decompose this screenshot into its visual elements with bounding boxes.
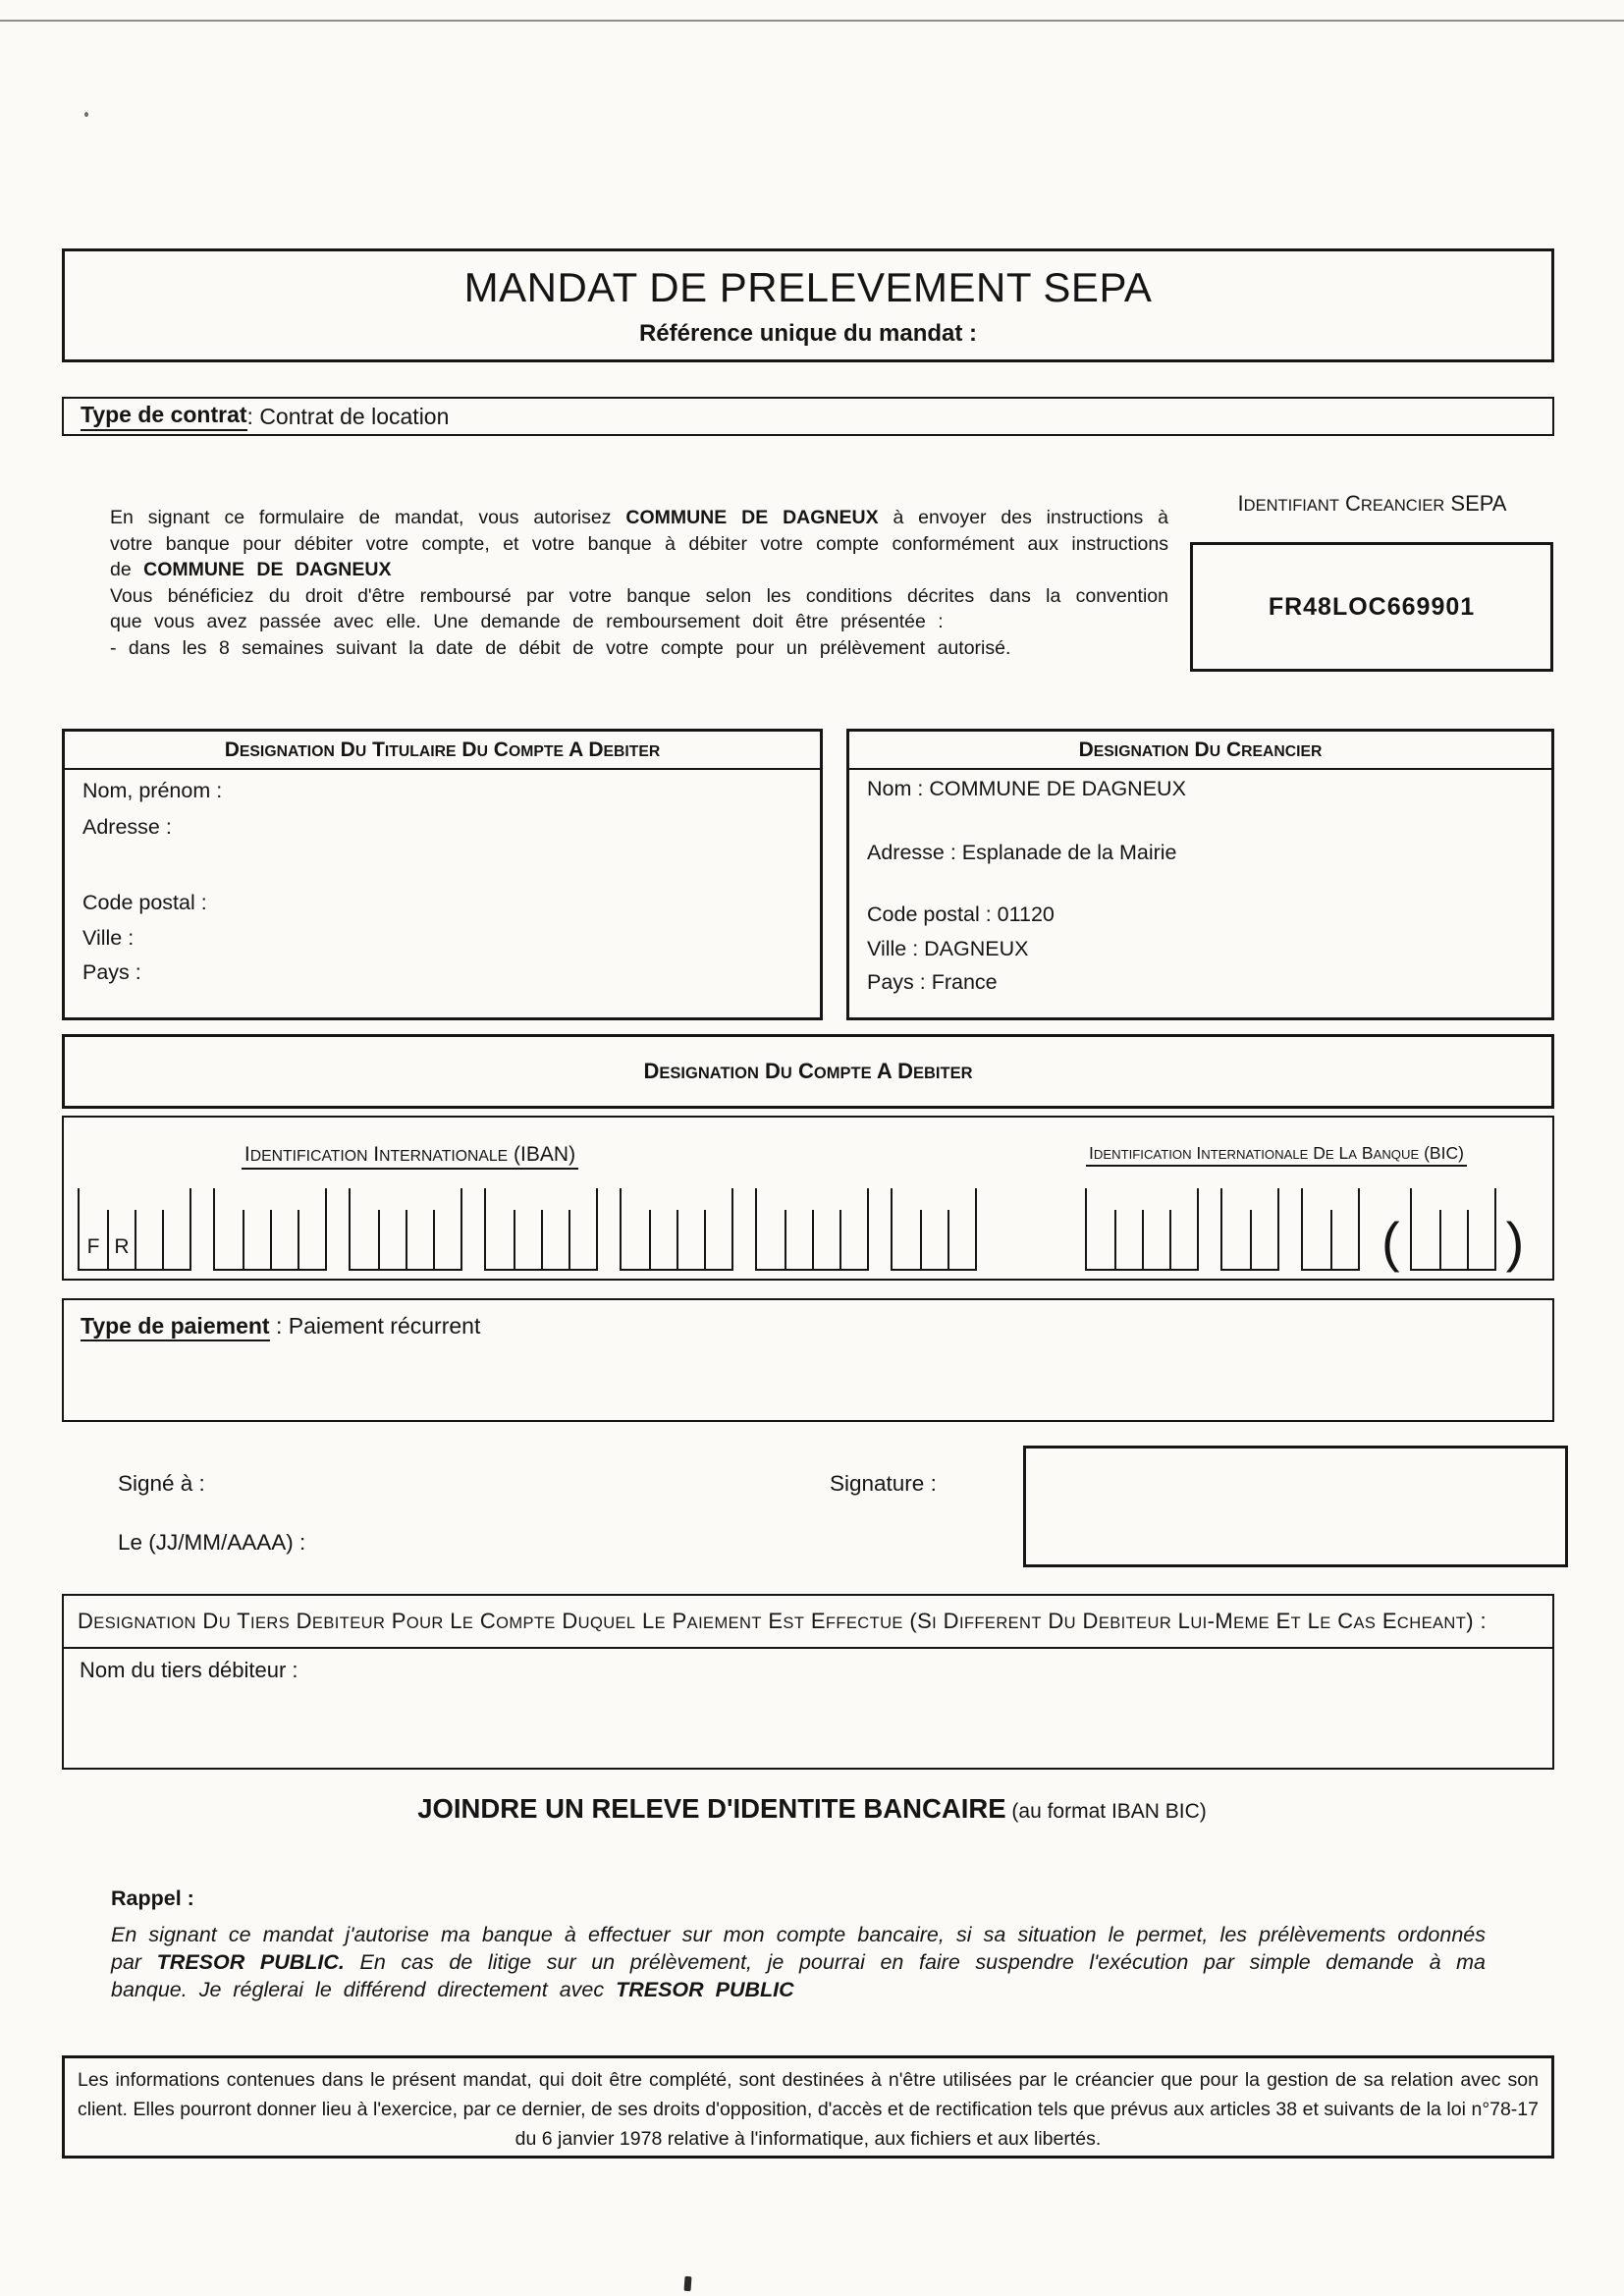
comb-group (349, 1188, 462, 1271)
comb-cell (1412, 1210, 1439, 1269)
comb-cell (215, 1210, 243, 1269)
attach-rib-format-text: (au format IBAN BIC) (1005, 1800, 1207, 1823)
scan-edge-line (0, 20, 1624, 22)
creditor-postal-code: Code postal : 01120 (867, 902, 1055, 926)
date-label: Le (JJ/MM/AAAA) : (118, 1530, 306, 1555)
comb-group (620, 1188, 733, 1271)
bic-branch-group (1381, 1188, 1524, 1271)
comb-cell (893, 1210, 920, 1269)
comb-cell (1222, 1210, 1250, 1269)
comb-cell (757, 1210, 785, 1269)
payment-type-value: : Paiement récurrent (269, 1313, 481, 1339)
iban-country-letter: R (114, 1235, 130, 1258)
comb-cell (378, 1210, 406, 1269)
comb-cell (351, 1210, 378, 1269)
third-party-debtor-box (62, 1594, 1554, 1770)
third-party-title: DESIGNATION DU TIERS DEBITEUR POUR LE COMPTE DUQUEL LE PAIEMENT EST EFFECTUE (SI DIFFERENT DU DEBITEUR LUI-MEME ET LE CAS ECHEANT) : (64, 1596, 1552, 1649)
comb-cell (1087, 1210, 1114, 1269)
creditor-box-title: DESIGNATION DU CREANCIER (849, 732, 1551, 770)
comb-cell (1439, 1210, 1467, 1269)
iban-country-letter: F (86, 1235, 100, 1258)
title-box (62, 248, 1554, 362)
comb-cell (433, 1210, 460, 1269)
creditor-identifier-label: IDENTIFIANT CREANCIER SEPA (1237, 491, 1507, 516)
authorization-paragraph-2: Vous bénéficiez du droit d'être remboursé par votre banque selon les conditions décrites dans la convention que vous avez passée avec elle. Une demande de remboursement doit être présentée : (110, 584, 1168, 632)
close-paren: ) (1505, 1210, 1525, 1273)
authorization-paragraph-3: - dans les 8 semaines suivant la date de débit de votre compte pour un prélèvement autorisé. (110, 636, 1011, 659)
comb-cell (649, 1210, 677, 1269)
signature-label: Signature : (830, 1471, 937, 1496)
creditor-name: Nom : COMMUNE DE DAGNEUX (867, 777, 1186, 800)
contract-type-box (62, 397, 1554, 436)
comb-cell (162, 1210, 189, 1269)
third-party-name-label: Nom du tiers débiteur : (80, 1658, 298, 1682)
comb-cell (704, 1210, 731, 1269)
signed-at-label: Signé à : (118, 1471, 205, 1496)
comb-cell (298, 1210, 325, 1269)
bic-comb (1085, 1188, 1524, 1271)
comb-cell (1114, 1210, 1142, 1269)
comb-group (755, 1188, 869, 1271)
comb-cell (568, 1210, 596, 1269)
comb-cell (812, 1210, 839, 1269)
page-title: MANDAT DE PRELEVEMENT SEPA (463, 263, 1153, 310)
contract-type-value: : Contrat de location (246, 403, 450, 429)
open-paren: ( (1381, 1210, 1400, 1273)
comb-cell (920, 1210, 947, 1269)
comb-cell (1142, 1210, 1169, 1269)
bic-label: IDENTIFICATION INTERNATIONALE DE LA BANQUE (BIC) (997, 1143, 1556, 1167)
comb-cell (541, 1210, 568, 1269)
comb-cell (270, 1210, 298, 1269)
iban-label: IDENTIFICATION INTERNATIONALE (IBAN) (123, 1143, 697, 1170)
creditor-address: Adresse : Esplanade de la Mairie (867, 841, 1177, 864)
field-label-country: Pays : (82, 960, 141, 984)
payment-type-box (62, 1298, 1554, 1422)
field-label-city: Ville : (82, 926, 135, 950)
comb-group (1301, 1188, 1360, 1271)
comb-group (213, 1188, 327, 1271)
scan-artifact-mark (683, 2276, 691, 2291)
contract-type-label: Type de contrat (81, 402, 247, 431)
scan-artifact-dot (84, 112, 88, 117)
authorization-text (110, 505, 1168, 661)
authorization-paragraph-1: En signant ce formulaire de mandat, vous autorisez COMMUNE DE DAGNEUX à envoyer des instructions à votre banque pour débiter votre compte, et votre banque à débiter votre compte conformément aux instructions de COMMUNE DE DAGNEUX (110, 507, 1169, 580)
debtor-designation-box (62, 729, 823, 1020)
iban-bic-box (62, 1116, 1554, 1281)
attach-rib-heading (0, 1793, 1624, 1825)
comb-group (78, 1188, 191, 1271)
creditor-designation-box (846, 729, 1554, 1020)
creditor-country: Pays : France (867, 970, 998, 994)
comb-cell (514, 1210, 541, 1269)
comb-cell (1330, 1210, 1358, 1269)
field-label-address: Adresse : (82, 815, 172, 839)
comb-cell (135, 1210, 162, 1269)
debtor-fields (65, 779, 820, 985)
payment-type-label: Type de paiement (81, 1313, 270, 1341)
rappel-label: Rappel : (111, 1886, 194, 1910)
iban-comb (78, 1188, 977, 1271)
comb-cell (677, 1210, 704, 1269)
attach-rib-bold-text: JOINDRE UN RELEVE D'IDENTITE BANCAIRE (417, 1793, 1006, 1824)
creditor-identifier-box (1190, 542, 1553, 672)
creditor-fields (849, 777, 1551, 995)
footer-notice-box (62, 2055, 1554, 2159)
comb-cell (243, 1210, 270, 1269)
comb-group (1410, 1188, 1496, 1271)
comb-cell (947, 1210, 975, 1269)
debtor-box-title: DESIGNATION DU TITULAIRE DU COMPTE A DEBITER (65, 732, 820, 770)
mandate-reference-label: Référence unique du mandat : (638, 319, 978, 347)
account-designation-header (62, 1034, 1554, 1109)
comb-cell (486, 1210, 514, 1269)
account-designation-title: DESIGNATION DU COMPTE A DEBITER (643, 1059, 973, 1083)
comb-cell (1467, 1210, 1494, 1269)
signature-box (1023, 1446, 1568, 1567)
comb-cell (785, 1210, 812, 1269)
comb-cell (406, 1210, 433, 1269)
comb-cell (622, 1210, 649, 1269)
creditor-city: Ville : DAGNEUX (867, 937, 1029, 960)
comb-group (1220, 1188, 1279, 1271)
comb-cell (839, 1210, 867, 1269)
field-label-name: Nom, prénom : (82, 779, 223, 802)
comb-cell (107, 1210, 135, 1269)
field-label-postal-code: Code postal : (82, 891, 207, 914)
comb-cell (80, 1210, 107, 1269)
creditor-identifier-value: FR48LOC669901 (1268, 592, 1476, 621)
comb-group (484, 1188, 598, 1271)
footer-notice-text: Les informations contenues dans le présent mandat, qui doit être complété, sont destinées à n'être utilisées par le créancier que pour la gestion de sa relation avec son client. Elles pourront donner lieu à l'exercice, par ce dernier, de ses droits d'opposition, d'accès et de rectification tels que prévus aux articles 38 et suivants de la loi n°78-17 du 6 janvier 1978 relative à l'informatique, aux fichiers et aux libertés. (78, 2069, 1539, 2150)
comb-cell (1250, 1210, 1277, 1269)
comb-group (1085, 1188, 1199, 1271)
comb-cell (1303, 1210, 1330, 1269)
comb-group (891, 1188, 977, 1271)
comb-cell (1169, 1210, 1197, 1269)
rappel-paragraph: En signant ce mandat j'autorise ma banque à effectuer sur mon compte bancaire, si sa situation le permet, les prélèvements ordonnés par TRESOR PUBLIC. En cas de litige sur un prélèvement, je pourrai en faire suspendre l'exécution par simple demande à ma banque. Je réglerai le différend directement avec TRESOR PUBLIC (111, 1923, 1486, 2001)
